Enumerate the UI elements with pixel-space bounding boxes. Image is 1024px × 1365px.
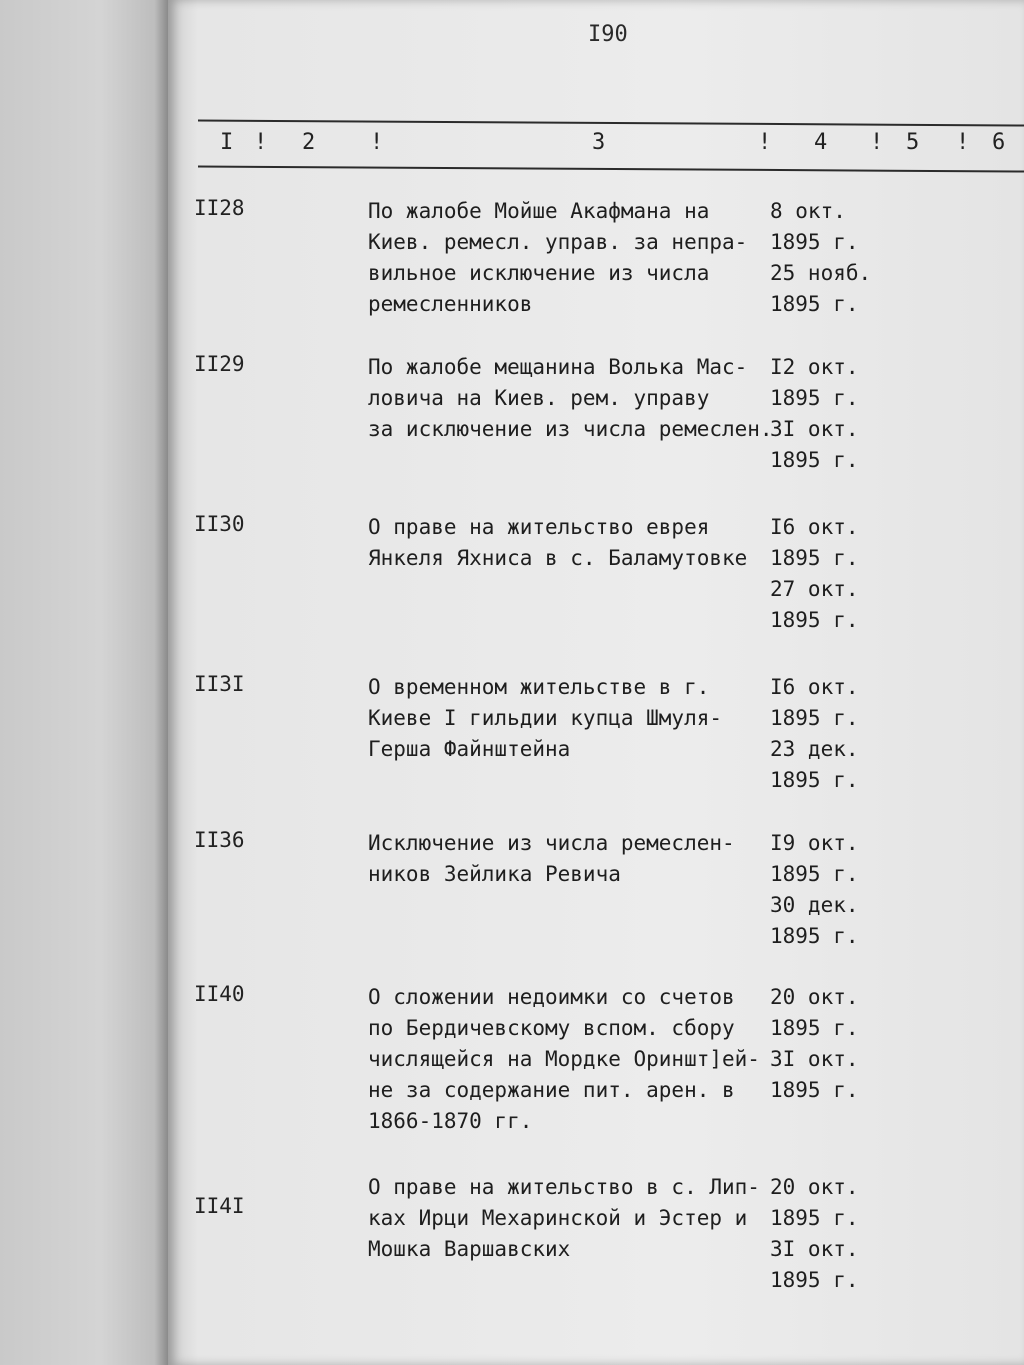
description-line: ках Ирци Мехаринской и Эстер и (368, 1206, 748, 1230)
description-line: числящейся на Мордке Ориншт]ей- (368, 1047, 760, 1071)
date-start: 8 окт. (770, 199, 846, 223)
facing-page (0, 0, 168, 1365)
description-line: ремесленников (368, 292, 533, 316)
date-start: I9 окт. (770, 831, 859, 855)
header-col-1: I (220, 130, 234, 155)
description-line: Киев. ремесл. управ. за непра- (368, 230, 748, 254)
entry-number: II28 (194, 196, 245, 220)
header-separator: ! (370, 130, 384, 155)
header-separator: ! (956, 130, 970, 155)
page-number: I90 (588, 22, 628, 47)
description-line: Мошка Варшавских (368, 1237, 571, 1261)
description-line: по Бердичевскому вспом. сбору (368, 1016, 735, 1040)
description-line: По жалобе Мойше Акафмана на (368, 199, 710, 223)
description-line: ников Зейлика Ревича (368, 862, 621, 886)
date-start-year: 1895 г. (770, 546, 859, 570)
header-col-4: 4 (814, 130, 828, 155)
date-end: 30 дек. (770, 893, 859, 917)
entry-dates (770, 828, 880, 952)
entry-number: II30 (194, 512, 245, 536)
date-end-year: 1895 г. (770, 448, 859, 472)
entry-dates (770, 1172, 880, 1296)
description-line: По жалобе мещанина Волька Мас- (368, 355, 748, 379)
entry-number: II3I (194, 672, 245, 696)
date-end: 23 дек. (770, 737, 859, 761)
header-col-2: 2 (302, 130, 316, 155)
date-start-year: 1895 г. (770, 386, 859, 410)
description-line: О сложении недоимки со счетов (368, 985, 735, 1009)
date-start-year: 1895 г. (770, 706, 859, 730)
entry-dates (770, 512, 880, 636)
header-col-3: 3 (592, 130, 606, 155)
date-end-year: 1895 г. (770, 1078, 859, 1102)
header-separator: ! (254, 130, 268, 155)
description-line: О праве на жительство в с. Лип- (368, 1175, 760, 1199)
entry-description (368, 672, 778, 765)
date-end-year: 1895 г. (770, 768, 859, 792)
header-col-5: 5 (906, 130, 920, 155)
entry-dates (770, 672, 880, 796)
entry-number: II29 (194, 352, 245, 376)
entry-description (368, 1172, 778, 1265)
header-separator: ! (870, 130, 884, 155)
date-end-year: 1895 г. (770, 924, 859, 948)
description-line: О праве на жительство еврея (368, 515, 710, 539)
document-page (168, 0, 1024, 1365)
header-rule-top (198, 119, 1024, 126)
date-start-year: 1895 г. (770, 230, 859, 254)
date-start: I6 окт. (770, 675, 859, 699)
entry-description (368, 828, 778, 890)
entry-description (368, 982, 778, 1137)
description-line: О временном жительстве в г. (368, 675, 710, 699)
description-line: за исключение из числа ремеслен. (368, 417, 773, 441)
date-start: I6 окт. (770, 515, 859, 539)
entry-number: II4I (194, 1194, 245, 1218)
description-line: Киеве I гильдии купца Шмуля- (368, 706, 723, 730)
description-line: Герша Файнштейна (368, 737, 571, 761)
date-end: 3I окт. (770, 1047, 859, 1071)
entry-dates (770, 196, 880, 320)
entry-number: II40 (194, 982, 245, 1006)
entry-number: II36 (194, 828, 245, 852)
description-line: Исключение из числа ремеслен- (368, 831, 735, 855)
date-end: 3I окт. (770, 1237, 859, 1261)
description-line: вильное исключение из числа (368, 261, 710, 285)
date-start-year: 1895 г. (770, 862, 859, 886)
description-line: 1866-1870 гг. (368, 1109, 533, 1133)
date-start-year: 1895 г. (770, 1016, 859, 1040)
date-start: I2 окт. (770, 355, 859, 379)
header-col-6: 6 (992, 130, 1006, 155)
date-start: 20 окт. (770, 985, 859, 1009)
entry-description (368, 512, 778, 574)
header-rule-bottom (198, 165, 1024, 172)
date-start: 20 окт. (770, 1175, 859, 1199)
date-end-year: 1895 г. (770, 608, 859, 632)
description-line: Янкеля Яхниса в с. Баламутовке (368, 546, 748, 570)
entry-description (368, 352, 778, 445)
description-line: не за содержание пит. арен. в (368, 1078, 735, 1102)
date-end: 27 окт. (770, 577, 859, 601)
date-end-year: 1895 г. (770, 1268, 859, 1292)
entry-dates (770, 982, 880, 1106)
description-line: ловича на Киев. рем. управу (368, 386, 710, 410)
date-end: 25 нояб. (770, 261, 872, 285)
date-end: 3I окт. (770, 417, 859, 441)
date-end-year: 1895 г. (770, 292, 859, 316)
entry-dates (770, 352, 880, 476)
header-separator: ! (758, 130, 772, 155)
entry-description (368, 196, 778, 320)
date-start-year: 1895 г. (770, 1206, 859, 1230)
